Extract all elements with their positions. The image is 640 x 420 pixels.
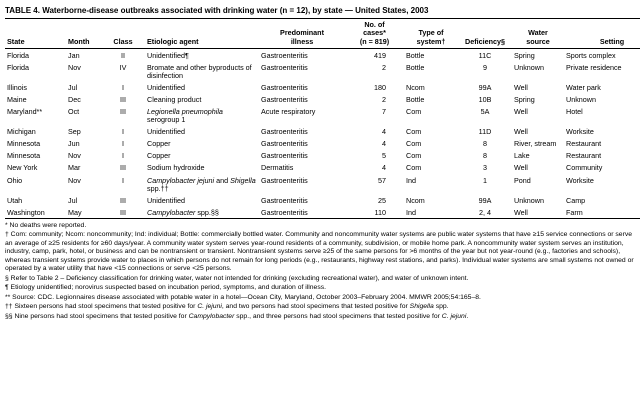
cell-class: I <box>122 83 124 93</box>
cell-source: Lake <box>514 151 530 161</box>
cell-system: Com <box>406 139 422 149</box>
footnote: §§ Nine persons had stool specimens that tested positive for Campylobacter spp., and three persons had stool specimens that tested positive for C. jejuni. <box>5 312 469 320</box>
table-row <box>5 93 640 105</box>
cell-system: Bottle <box>406 62 425 72</box>
cell-deficiency: 11D <box>478 127 492 137</box>
cell-month: Nov <box>68 151 81 161</box>
cell-cases: 4 <box>382 127 386 137</box>
cell-cases: 110 <box>374 207 386 217</box>
table-header <box>5 19 640 49</box>
footnote: ¶ Etiology unidentified; norovirus suspected based on incubation period, symptoms, and duration of illness. <box>5 284 327 292</box>
cell-deficiency: 99A <box>478 195 492 205</box>
table-row <box>5 48 640 61</box>
table-row <box>5 105 640 125</box>
cell-setting: Unknown <box>566 95 596 105</box>
table-row <box>5 61 640 81</box>
cell-system: Com <box>406 107 422 117</box>
cell-cases: 4 <box>382 163 386 173</box>
col-header-agent: Etiologic agent <box>145 19 259 49</box>
cell-month: Dec <box>68 95 81 105</box>
cell-deficiency: 10B <box>478 95 492 105</box>
cell-deficiency: 8 <box>483 151 487 161</box>
cell-state: Utah <box>7 195 23 205</box>
col-header-state: State <box>5 19 66 49</box>
cell-system: Ind <box>406 175 416 185</box>
cell-source: Well <box>514 107 528 117</box>
col-header-setting: Setting <box>564 19 640 49</box>
footnote: †† Sixteen persons had stool specimens that tested positive for C. jejuni, and two persons had stool specimens that tested positive for Shigella spp. <box>5 303 449 311</box>
cell-source: River, stream <box>514 139 557 149</box>
cell-class: I <box>122 151 124 161</box>
cell-cases: 57 <box>378 175 386 185</box>
col-header-cases: No. of cases* (n = 819) <box>345 19 404 49</box>
cell-cases: 180 <box>374 83 386 93</box>
cell-cases: 7 <box>382 107 386 117</box>
cell-state: Minnesota <box>7 139 41 149</box>
cell-agent: Copper <box>147 151 171 161</box>
footnotes <box>5 222 634 321</box>
cell-state: Florida <box>7 62 29 72</box>
cell-setting: Worksite <box>566 127 594 137</box>
cell-setting: Restaurant <box>566 151 602 161</box>
cell-month: Mar <box>68 163 81 173</box>
cell-system: Ind <box>406 207 416 217</box>
cell-state: Maine <box>7 95 27 105</box>
table-row <box>5 81 640 93</box>
cell-illness: Gastroenteritis <box>261 62 308 72</box>
cell-illness: Dermatitis <box>261 163 294 173</box>
cell-month: Jul <box>68 195 78 205</box>
col-header-class: Class <box>101 19 145 49</box>
cell-system: Bottle <box>406 50 425 60</box>
cell-deficiency: 2, 4 <box>479 207 491 217</box>
cell-agent: Campylobacter spp.§§ <box>147 207 219 217</box>
cell-setting: Community <box>566 163 603 173</box>
cell-month: May <box>68 207 82 217</box>
cell-state: New York <box>7 163 38 173</box>
cell-system: Com <box>406 127 422 137</box>
cell-class: III <box>120 107 126 117</box>
cell-agent: Sodium hydroxide <box>147 163 205 173</box>
cell-setting: Farm <box>566 207 583 217</box>
cell-agent: Unidentified¶ <box>147 50 189 60</box>
cell-month: Jul <box>68 83 78 93</box>
cell-setting: Water park <box>566 83 601 93</box>
cell-deficiency: 8 <box>483 139 487 149</box>
cell-source: Unknown <box>514 195 544 205</box>
cell-illness: Gastroenteritis <box>261 83 308 93</box>
col-header-system: Type of system† <box>404 19 458 49</box>
cell-month: Jan <box>68 50 80 60</box>
cell-agent: Unidentified <box>147 127 185 137</box>
table-row <box>5 137 640 149</box>
cell-deficiency: 9 <box>483 62 487 72</box>
cell-class: II <box>121 50 125 60</box>
cell-illness: Gastroenteritis <box>261 151 308 161</box>
cell-illness: Gastroenteritis <box>261 207 308 217</box>
table-row <box>5 149 640 161</box>
cell-class: I <box>122 175 124 185</box>
cell-state: Illinois <box>7 83 27 93</box>
cell-setting: Camp <box>566 195 586 205</box>
footnote: † Com: community; Ncom: noncommunity; Ind: individual; Bottle: commercially bottled water. Community and noncommunity water systems are public water systems that have ≥15 service connections or serve an average of ≥25 residents for ≥60 days/year. A community water system serves year-round residents of a community, subdivision, or mobile home park. A noncommunity water system serves an institution, industry, camp, park, hotel, or business and can be nontransient or transient. Nontransient systems serve ≥25 of the same persons for >6 months of the year but not year-round (e.g., factories and schools), whereas transient systems provide water to places in which persons do not remain for long periods (e.g., restaurants, highway rest stations, and parks). Individual water systems are small systems not owned or operated by a water utility that have <15 connections or serve <25 persons. <box>5 231 634 273</box>
cell-agent: Legionella pneumophila serogroup 1 <box>147 107 223 125</box>
cell-agent: Copper <box>147 139 171 149</box>
header-row <box>5 19 640 49</box>
cell-month: Jun <box>68 139 80 149</box>
outbreaks-table <box>5 18 640 219</box>
cell-deficiency: 99A <box>478 83 492 93</box>
cell-setting: Worksite <box>566 175 594 185</box>
cell-setting: Restaurant <box>566 139 602 149</box>
cell-cases: 4 <box>382 139 386 149</box>
cell-class: III <box>120 195 126 205</box>
cell-source: Spring <box>514 95 535 105</box>
cell-class: III <box>120 95 126 105</box>
table-row <box>5 206 640 219</box>
cell-state: Washington <box>7 207 45 217</box>
col-header-month: Month <box>66 19 101 49</box>
cell-source: Well <box>514 207 528 217</box>
cell-illness: Gastroenteritis <box>261 195 308 205</box>
cell-cases: 419 <box>374 50 386 60</box>
cell-illness: Gastroenteritis <box>261 50 308 60</box>
footnote: * No deaths were reported. <box>5 221 87 229</box>
cell-system: Bottle <box>406 95 425 105</box>
cell-agent: Campylobacter jejuni and Shigella spp.†† <box>147 175 256 193</box>
cell-state: Maryland** <box>7 107 43 117</box>
table-title: TABLE 4. Waterborne-disease outbreaks associated with drinking water (n = 12), by state — United States, 2003 <box>5 6 429 15</box>
footnote: ** Source: CDC. Legionnaires disease associated with potable water in a hotel—Ocean City, Maryland, October 2003–February 2004. MMWR 2005;54:165–8. <box>5 293 481 301</box>
cell-system: Com <box>406 151 422 161</box>
cell-state: Michigan <box>7 127 36 137</box>
cell-deficiency: 1 <box>483 175 487 185</box>
cell-month: Nov <box>68 62 81 72</box>
cell-state: Minnesota <box>7 151 41 161</box>
cell-source: Unknown <box>514 62 544 72</box>
cell-cases: 2 <box>382 62 386 72</box>
cell-class: III <box>120 207 126 217</box>
cell-deficiency: 11C <box>478 50 492 60</box>
cell-system: Com <box>406 163 422 173</box>
table-body <box>5 48 640 218</box>
cell-state: Florida <box>7 50 29 60</box>
cell-class: I <box>122 127 124 137</box>
cell-state: Ohio <box>7 175 23 185</box>
cell-deficiency: 3 <box>483 163 487 173</box>
cell-illness: Gastroenteritis <box>261 175 308 185</box>
cell-class: IV <box>119 62 127 72</box>
cell-illness: Gastroenteritis <box>261 127 308 137</box>
cell-class: I <box>122 139 124 149</box>
cell-agent: Cleaning product <box>147 95 202 105</box>
cell-source: Pond <box>514 175 531 185</box>
cell-setting: Sports complex <box>566 50 616 60</box>
cell-cases: 25 <box>378 195 386 205</box>
col-header-source: Water source <box>512 19 564 49</box>
cell-illness: Acute respiratory <box>261 107 316 117</box>
cell-cases: 5 <box>382 151 386 161</box>
cell-source: Spring <box>514 50 535 60</box>
cell-source: Well <box>514 127 528 137</box>
table-row <box>5 174 640 194</box>
cell-agent: Bromate and other byproducts of disinfection <box>147 62 252 80</box>
cell-agent: Unidentified <box>147 195 185 205</box>
cell-agent: Unidentified <box>147 83 185 93</box>
cell-setting: Private residence <box>566 62 622 72</box>
cell-source: Well <box>514 83 528 93</box>
cell-setting: Hotel <box>566 107 583 117</box>
table-row <box>5 194 640 206</box>
cell-month: Sep <box>68 127 81 137</box>
cell-system: Ncom <box>406 195 425 205</box>
footnote: § Refer to Table 2 – Deficiency classification for drinking water, water not intended for drinking (excluding recreational water), and water of unknown intent. <box>5 274 469 282</box>
cell-system: Ncom <box>406 83 425 93</box>
col-header-illness: Predominant illness <box>259 19 345 49</box>
cell-class: III <box>120 163 126 173</box>
cell-illness: Gastroenteritis <box>261 139 308 149</box>
cell-month: Oct <box>68 107 80 117</box>
cell-cases: 2 <box>382 95 386 105</box>
col-header-deficiency: Deficiency§ <box>458 19 512 49</box>
table-row <box>5 125 640 137</box>
table-row <box>5 161 640 173</box>
cell-source: Well <box>514 163 528 173</box>
cell-deficiency: 5A <box>480 107 490 117</box>
cell-illness: Gastroenteritis <box>261 95 308 105</box>
cell-month: Nov <box>68 175 81 185</box>
